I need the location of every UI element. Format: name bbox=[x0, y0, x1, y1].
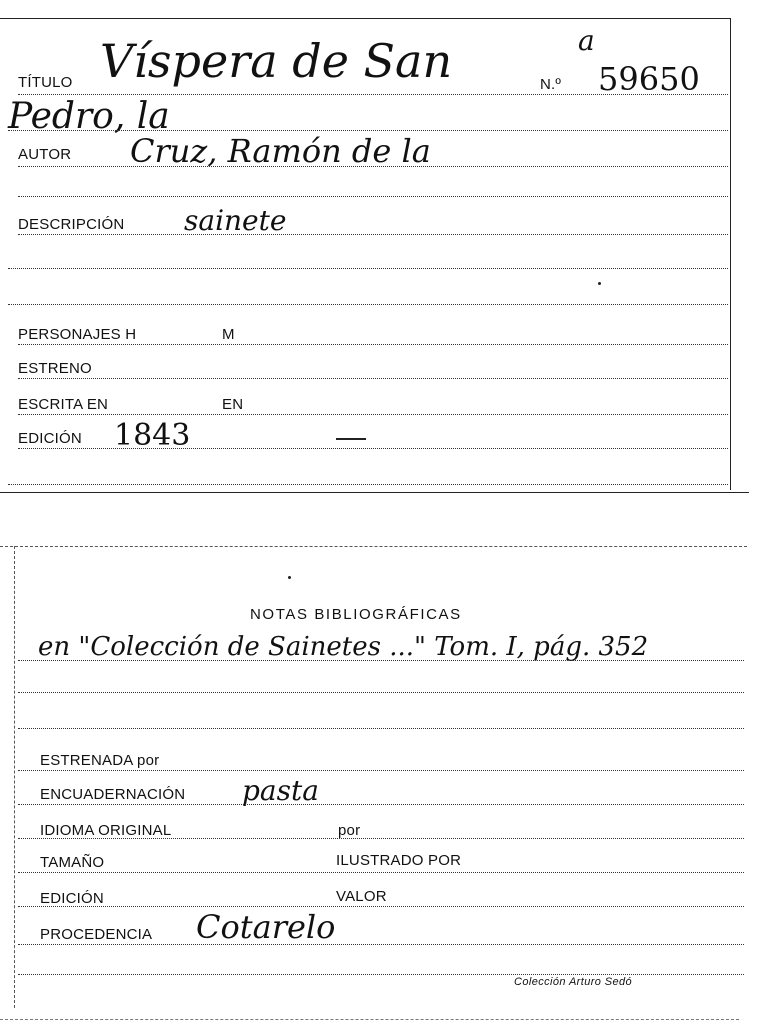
catalog-card-front bbox=[0, 0, 759, 500]
encuadernacion-label: ENCUADERNACIÓN bbox=[40, 786, 186, 803]
estrenada-label: ESTRENADA por bbox=[40, 752, 160, 769]
personajes-line bbox=[18, 344, 728, 345]
back-bottom-border bbox=[0, 1019, 739, 1020]
notas-value: en "Colección de Sainetes ..." Tom. I, pág. 352 bbox=[38, 632, 649, 662]
coleccion-caption: Colección Arturo Sedó bbox=[514, 976, 633, 988]
edicion-line bbox=[18, 448, 728, 449]
catalog-card-back bbox=[0, 540, 759, 1028]
edicion-valor-line bbox=[18, 906, 744, 907]
notas-line-1 bbox=[18, 660, 744, 661]
blank-line-4 bbox=[8, 484, 728, 485]
encuadernacion-value: pasta bbox=[242, 774, 319, 807]
estrenada-line bbox=[18, 770, 744, 771]
procedencia-label: PROCEDENCIA bbox=[40, 926, 153, 943]
back-edicion-label: EDICIÓN bbox=[40, 890, 104, 907]
titulo-value-continued: Pedro, la bbox=[8, 96, 170, 137]
back-left-border bbox=[14, 546, 15, 1008]
estreno-line bbox=[18, 378, 728, 379]
blank-line-3 bbox=[8, 304, 728, 305]
blank-line-2 bbox=[8, 268, 728, 269]
personajes-label: PERSONAJES H bbox=[18, 326, 137, 343]
idioma-por-label: por bbox=[338, 822, 361, 839]
notas-line-2 bbox=[18, 692, 744, 693]
blank-line-1 bbox=[18, 196, 728, 197]
escrita-line bbox=[18, 414, 728, 415]
numero-label: N.º bbox=[540, 76, 562, 93]
titulo-cont-line bbox=[8, 130, 728, 131]
edicion-label: EDICIÓN bbox=[18, 430, 82, 447]
notas-line-3 bbox=[18, 728, 744, 729]
autor-line bbox=[18, 166, 728, 167]
blank-line-5 bbox=[18, 974, 744, 975]
numero-value: 59650 bbox=[598, 60, 700, 98]
escrita-en-label: EN bbox=[222, 396, 244, 413]
notas-title: NOTAS BIBLIOGRÁFICAS bbox=[250, 606, 462, 623]
card-right-border bbox=[730, 18, 731, 490]
descripcion-line bbox=[18, 234, 728, 235]
titulo-value: Víspera de San bbox=[100, 34, 453, 88]
idioma-label: IDIOMA ORIGINAL bbox=[40, 822, 172, 839]
card-divider bbox=[0, 492, 749, 493]
titulo-line bbox=[18, 94, 728, 95]
numero-suffix: a bbox=[578, 24, 595, 57]
ink-stroke bbox=[336, 438, 366, 440]
card-top-border bbox=[0, 18, 731, 19]
procedencia-line bbox=[18, 944, 744, 945]
ilustrado-label: ILUSTRADO POR bbox=[336, 852, 462, 869]
encuadernacion-line bbox=[18, 804, 744, 805]
procedencia-value: Cotarelo bbox=[196, 908, 336, 946]
tamano-line bbox=[18, 872, 744, 873]
personajes-m-label: M bbox=[222, 326, 235, 343]
ink-dot bbox=[288, 576, 291, 579]
valor-label: VALOR bbox=[336, 888, 387, 905]
descripcion-value: sainete bbox=[184, 204, 287, 237]
titulo-label: TÍTULO bbox=[18, 74, 73, 91]
tamano-label: TAMAÑO bbox=[40, 854, 105, 871]
autor-value: Cruz, Ramón de la bbox=[130, 132, 431, 170]
ink-dot bbox=[598, 282, 601, 285]
edicion-value: 1843 bbox=[114, 418, 191, 453]
back-top-border bbox=[0, 546, 747, 547]
escrita-label: ESCRITA EN bbox=[18, 396, 109, 413]
autor-label: AUTOR bbox=[18, 146, 72, 163]
descripcion-label: DESCRIPCIÓN bbox=[18, 216, 125, 233]
estreno-label: ESTRENO bbox=[18, 360, 92, 377]
idioma-line bbox=[18, 838, 744, 839]
